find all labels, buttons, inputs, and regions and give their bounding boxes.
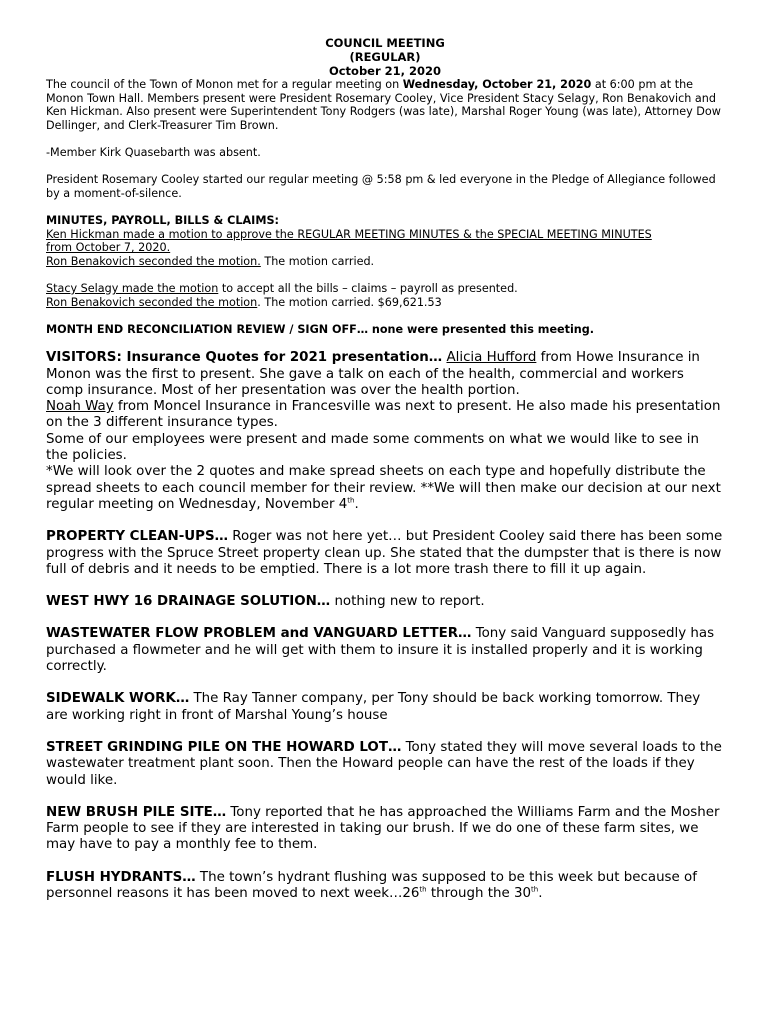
visitors-paragraph-4 [46,464,724,513]
grinding-text: Tony stated they will move several loads to the wastewater treatment plant soon. Then the Howard people can have the rest of the loads if they would like. [46,739,722,788]
ordinal-suffix: th [419,885,427,894]
absent-note: -Member Kirk Quasebarth was absent. [46,145,261,159]
pledge-paragraph: President Rosemary Cooley started our regular meeting @ 5:58 pm & led everyone in the Pledge of Allegiance followed by a moment-of-silence. [46,173,716,200]
motion-2-rest: to accept all the bills – claims – payroll as presented. [218,281,518,295]
drainage-section [46,594,724,610]
sidewalk-heading: SIDEWALK WORK… [46,691,190,707]
visitor-name-2: Noah Way [46,399,114,415]
wastewater-section [46,626,724,675]
carried-1-text: The motion carried. [260,254,375,268]
sidewalk-text: The Ray Tanner company, per Tony should be back working tomorrow. They are working right in front of Marshal Young’s house [46,691,701,723]
motion-1-text: Ken Hickman made a motion to approve the REGULAR MEETING MINUTES & the SPECIAL MEETING MINUTES [46,227,652,241]
title-line-2: (REGULAR) [349,50,421,64]
reconciliation-line: MONTH END RECONCILIATION REVIEW / SIGN OFF… none were presented this meeting. [46,322,595,336]
title-line-1: COUNCIL MEETING [325,36,445,50]
hydrants-heading: FLUSH HYDRANTS… [46,869,196,885]
sidewalk-section [46,691,724,724]
minutes-motion-1 [46,228,724,269]
ordinal-suffix: th [347,496,355,505]
cleanup-section [46,529,724,578]
cleanup-text: Roger was not here yet… but President Cooley said there has been some progress with the Spruce Street property clean up. She stated that the dumpster that is there is now full of debris and it needs to be emptied. There is a lot more trash there to fill it up again. [46,529,723,577]
meeting-date-bold: Wednesday, October 21, 2020 [402,78,592,91]
intro-text-c: at 6:00 pm at the Monon Town Hall. Members present were President Rosemary Cooley, Vice President Stacy Selagy, Ron Benakovich and Ken Hickman. Also present were Superintendent Tony Rodgers (was late), Marshal Roger Young (was late), Attorney Dow Dellinger, and Clerk-Treasurer Tim Brown. [46,78,721,132]
visitor-text-4-end: . [354,496,359,512]
visitor-text-2: from Moncel Insurance in Francesville was next to present. He also made his presentation on the 3 different insurance types. [46,399,721,431]
wastewater-heading: WASTEWATER FLOW PROBLEM and VANGUARD LETTER… [46,626,472,642]
visitor-text-4: *We will look over the 2 quotes and make spread sheets on each type and hopefully distribute the spread sheets to each council member for their review. **We will then make our decision at our next regular meeting on Wednesday, November 4 [46,464,721,512]
motion-2-text: Stacy Selagy made the motion [46,281,219,295]
brush-heading: NEW BRUSH PILE SITE… [46,804,227,820]
hydrants-text-2: through the 30 [426,886,532,901]
brush-section [46,805,724,854]
wastewater-text: Tony said Vanguard supposedly has purchased a flowmeter and he will get with them to insure it is installed properly and it is working correctly. [46,626,715,675]
second-2-text: Ron Benakovich seconded the motion [46,295,258,309]
drainage-heading: WEST HWY 16 DRAINAGE SOLUTION… [46,594,331,610]
grinding-heading: STREET GRINDING PILE ON THE HOWARD LOT… [46,739,402,755]
minutes-motion-2 [46,282,724,309]
hydrants-section [46,870,724,903]
grinding-section [46,740,724,789]
intro-paragraph [46,78,724,132]
hydrants-text-end: . [538,886,543,901]
ordinal-suffix: th [531,885,539,894]
visitors-paragraph-3: Some of our employees were present and made some comments on what we would like to see in the policies. [46,431,699,464]
visitors-heading: VISITORS: Insurance Quotes for 2021 presentation… [46,350,443,366]
visitors-paragraph-2 [46,399,724,432]
carried-2-text: . The motion carried. $69,621.53 [257,295,442,309]
second-1-text: Ron Benakovich seconded the motion. [46,254,261,268]
visitors-paragraph-1 [46,350,724,399]
intro-text-a: The council of the Town of Monon met for a regular meeting on [46,78,403,91]
document-header [46,36,724,78]
visitor-text-1: from Howe Insurance in Monon was the first to present. She gave a talk on each of the health, commercial and workers comp insurance. Most of her presentation was over the health portion. [46,350,700,398]
brush-text: Tony reported that he has approached the Williams Farm and the Mosher Farm people to see if they are interested in taking our brush. If we do one of these farm sites, we may have to pay a monthly fee to them. [46,804,720,853]
drainage-text: nothing new to report. [330,594,485,610]
title-line-3: October 21, 2020 [328,64,442,78]
visitor-name-1: Alicia Hufford [446,350,537,366]
motion-1-date: from October 7, 2020. [46,241,171,255]
cleanup-heading: PROPERTY CLEAN-UPS… [46,529,229,545]
hydrants-text: The town’s hydrant flushing was supposed to be this week but because of personnel reasons it has been moved to next week…26 [46,869,697,901]
minutes-heading: MINUTES, PAYROLL, BILLS & CLAIMS: [46,213,279,227]
